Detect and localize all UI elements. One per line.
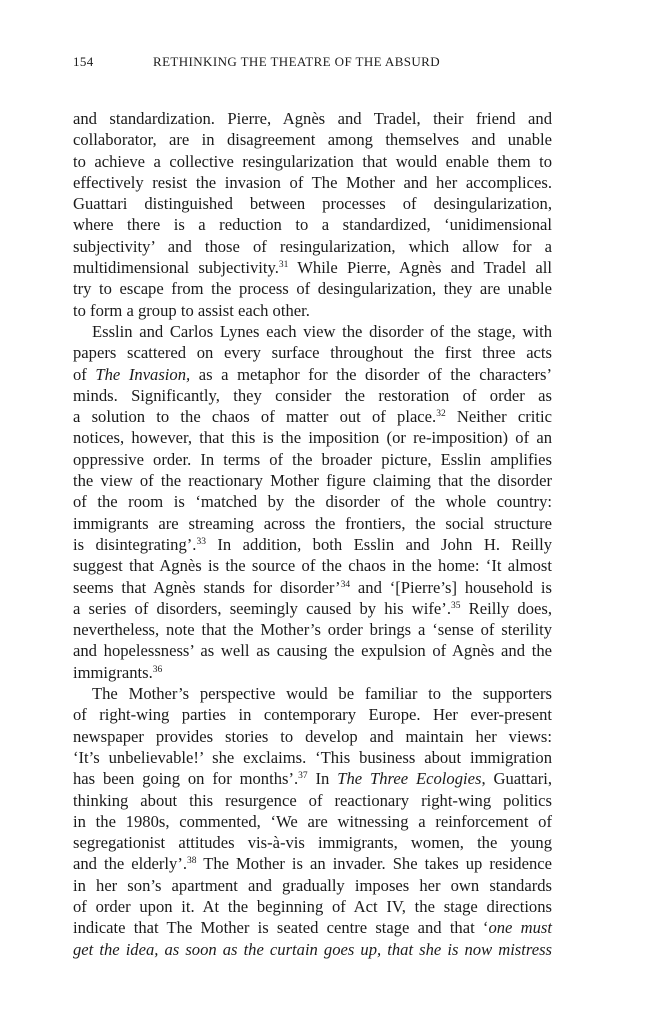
text-run: the view of the reactionary Mother figure claiming that the disorder [73,471,552,491]
text-run: and ‘[Pierre’s] household is [350,577,552,597]
footnote-marker: 31 [278,260,289,271]
running-title: RETHINKING THE THEATRE OF THE ABSURD [153,54,441,69]
text-run: Neither critic [445,407,552,427]
text-run: Reilly does, [460,598,552,618]
text-line [73,193,552,214]
text-line [73,513,552,534]
text-line [73,364,552,385]
text-run: Guattari distinguished between processes of desingularization, [73,194,552,214]
text-run: is disintegrating’. [73,534,197,554]
text-run: to achieve a collective resingularization that would enable them to [73,151,552,171]
text-line [73,790,552,811]
footnote-marker: 32 [436,409,446,420]
text-run: indicate that The Mother is seated centre stage and that ‘ [73,918,489,938]
text-run: where there is a reduction to a standardized, ‘unidimensional [73,215,552,235]
text-line [73,129,552,150]
text-line [73,917,552,938]
text-run: suggest that Agnès is the source of the chaos in the home: ‘It almost [73,556,552,576]
text-line [73,832,552,853]
text-run: nevertheless, note that the Mother’s order brings a ‘sense of sterility [73,620,552,640]
text-line [73,939,552,960]
text-run: oppressive order. In terms of the broader picture, Esslin amplifies [73,449,552,469]
text-run: In addition, both Esslin and John H. Reilly [205,534,552,554]
text-run: of order upon it. At the beginning of Act IV, the stage directions [73,896,552,916]
text-line [73,108,552,129]
text-run: Esslin and Carlos Lynes each view the disorder of the stage, with [92,321,552,341]
text-run: The Mother’s perspective would be familiar to the supporters [92,684,552,704]
text-line [73,875,552,896]
text-run: In [307,769,338,789]
text-line [73,555,552,576]
italic-title: get the idea, as soon as the curtain goes up, that she is now mistress [73,939,552,959]
text-line [73,491,552,512]
text-run: ‘It’s unbelievable!’ she exclaims. ‘This business about immigration [73,747,552,767]
text-line [73,662,552,683]
text-run: effectively resist the invasion of The Mother and her accomplices. [73,172,552,192]
text-line [73,278,552,299]
text-line [73,300,552,321]
text-run: , Guattari, [481,769,552,789]
text-line [73,619,552,640]
text-line [73,747,552,768]
text-line [73,768,552,789]
italic-title: The Invasion, [95,364,191,384]
text-line [73,598,552,619]
running-header [73,52,552,72]
text-run: immigrants are streaming across the frontiers, the social structure [73,513,552,533]
text-run: notices, however, that this is the imposition (or re-imposition) of an [73,428,552,448]
text-line [73,470,552,491]
text-line [73,172,552,193]
text-run: multidimensional subjectivity. [73,258,279,278]
text-run: of right-wing parties in contemporary Europe. Her ever-present [73,705,552,725]
text-line [73,704,552,725]
text-line [73,449,552,470]
text-line [73,406,552,427]
text-run: of [73,364,96,384]
italic-title: The Three Ecologies [337,769,482,789]
footnote-marker: 36 [152,664,163,675]
text-run: While Pierre, Agnès and Tradel all [288,258,552,278]
text-line [73,257,552,278]
text-line [73,853,552,874]
text-run: a series of disorders, seemingly caused by his wife’. [73,598,451,618]
text-line [73,534,552,555]
footnote-marker: 37 [298,771,308,782]
text-line [73,811,552,832]
footnote-marker: 38 [187,856,197,867]
text-line [73,385,552,406]
body-text [73,108,552,960]
text-run: The Mother is an invader. She takes up residence [196,854,552,874]
text-run: immigrants. [73,662,153,682]
footnote-marker: 35 [450,600,461,611]
text-line [73,236,552,257]
text-run: and hopelessness’ as well as causing the expulsion of Agnès and the [73,641,552,661]
text-line [73,683,552,704]
text-run: collaborator, are in disagreement among themselves and unable [73,130,552,150]
text-run: and the elderly’. [73,854,188,874]
text-run: a solution to the chaos of matter out of place. [73,407,437,427]
text-line [73,577,552,598]
text-run: seems that Agnès stands for disorder’ [73,577,341,597]
text-line [73,151,552,172]
text-run: has been going on for months’. [73,769,299,789]
text-line [73,342,552,363]
italic-title: one must [488,918,552,938]
text-line [73,427,552,448]
text-run: try to escape from the process of desingularization, they are unable [73,279,552,299]
text-line [73,726,552,747]
text-run: to form a group to assist each other. [73,300,310,320]
text-run: minds. Significantly, they consider the restoration of order as [73,385,552,405]
text-run: and standardization. Pierre, Agnès and Tradel, their friend and [73,109,552,128]
text-run: of the room is ‘matched by the disorder of the whole country: [73,492,552,512]
page-number: 154 [73,54,94,69]
text-line [73,896,552,917]
text-run: segregationist attitudes vis-à-vis immigrants, women, the young [73,833,552,853]
text-run: thinking about this resurgence of reactionary right-wing politics [73,790,552,810]
text-run: in the 1980s, commented, ‘We are witnessing a reinforcement of [73,811,552,831]
text-line [73,640,552,661]
text-run: papers scattered on every surface throughout the first three acts [73,343,552,363]
text-line [73,321,552,342]
text-run: in her son’s apartment and gradually imposes her own standards [73,875,552,895]
text-run: subjectivity’ and those of resingularization, which allow for a [73,236,552,256]
footnote-marker: 34 [340,579,351,590]
text-line [73,214,552,235]
text-run: as a metaphor for the disorder of the characters’ [190,364,553,384]
footnote-marker: 33 [196,536,206,547]
text-run: newspaper provides stories to develop and maintain her views: [73,726,552,746]
